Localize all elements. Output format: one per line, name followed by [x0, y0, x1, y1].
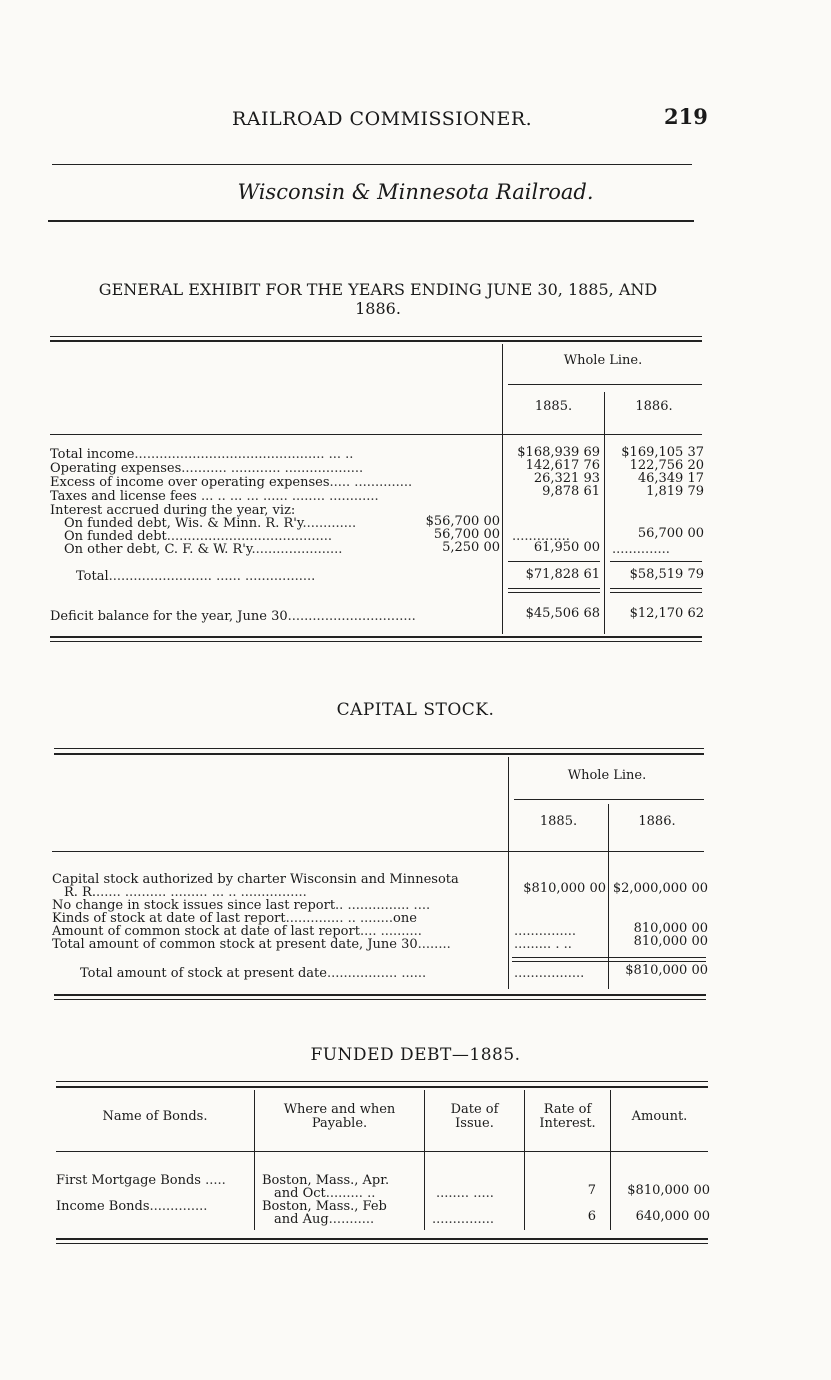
exhibit-title-line1: GENERAL EXHIBIT FOR THE YEARS ENDING JUNE 30, 1885, AND [98, 280, 658, 299]
exhibit-group-rule [508, 384, 702, 385]
capital-title: CAPITAL STOCK. [336, 700, 495, 720]
exhibit-col-1886: 1886. [635, 399, 673, 414]
funded-row-where: and Aug........... [274, 1212, 375, 1227]
exhibit-row-label: Total income.............................................. ... .. [50, 447, 354, 462]
exhibit-row-label: Operating expenses........... ............ ................... [50, 461, 364, 476]
exhibit-bottom-rule2 [50, 641, 702, 642]
capital-col-1886: 1886. [638, 814, 676, 829]
exhibit-row-1885: $168,939 69 [517, 445, 600, 460]
capital-dots: ................. [514, 966, 585, 981]
funded-row-where: Boston, Mass., Feb [262, 1199, 387, 1214]
exhibit-top-rule2 [50, 340, 702, 342]
exhibit-row-1886: $169,105 37 [621, 445, 704, 460]
funded-row-amount: $810,000 00 [627, 1183, 710, 1198]
funded-top-rule2 [56, 1086, 708, 1088]
exhibit-row-label: Interest accrued during the year, viz: [50, 503, 296, 518]
funded-col-date: Date of Issue. [450, 1102, 499, 1131]
exhibit-total-rule-b [508, 592, 600, 593]
capital-row-1885: $810,000 00 [523, 881, 606, 896]
exhibit-total-rule-d [610, 592, 702, 593]
capital-row-label: Capital stock authorized by charter Wisconsin and Minnesota [52, 872, 459, 887]
exhibit-total-1885: $71,828 61 [525, 567, 600, 582]
capital-row-1886: 810,000 00 [633, 921, 708, 936]
capital-group-rule [514, 799, 704, 800]
exhibit-title [48, 280, 708, 318]
capital-group-header: Whole Line. [567, 768, 647, 783]
header-rule [52, 164, 692, 165]
capital-row-label: No change in stock issues since last report.. ............... .... [52, 898, 431, 913]
capital-total-1886: $810,000 00 [625, 963, 708, 978]
exhibit-row-1885: 142,617 76 [525, 458, 600, 473]
page-number: 219 [664, 104, 708, 129]
funded-title: FUNDED DEBT—1885. [310, 1045, 521, 1065]
exhibit-deficit-1885: $45,506 68 [525, 606, 600, 621]
capital-total-rule-a [512, 957, 706, 958]
funded-row-rate: 7 [587, 1183, 596, 1198]
exhibit-bottom-rule [50, 636, 702, 638]
funded-bottom-rule2 [56, 1243, 708, 1244]
funded-row-amount: 640,000 00 [635, 1209, 710, 1224]
capital-total-label: Total amount of stock at present date................. ...... [80, 966, 427, 981]
exhibit-group-header: Whole Line. [563, 353, 643, 368]
exhibit-row-1885: 26,321 93 [533, 471, 600, 486]
exhibit-total-rule-c [610, 588, 702, 589]
exhibit-sum-rule-1886 [610, 561, 702, 562]
exhibit-row-label: Excess of income over operating expenses..... .............. [50, 475, 413, 490]
exhibit-row-label: On funded debt, Wis. & Minn. R. R'y............. [64, 516, 357, 531]
capital-row-label: R. R....... .......... ......... ... .. ................ [64, 885, 307, 900]
exhibit-header-rule [50, 434, 702, 435]
funded-col-where: Where and when Payable. [283, 1102, 396, 1131]
capital-dots: ............... [514, 924, 576, 939]
exhibit-col-1885: 1885. [534, 399, 573, 414]
exhibit-row-inner: 56,700 00 [433, 527, 500, 542]
exhibit-vline-1 [502, 344, 503, 634]
funded-row-name: First Mortgage Bonds ..... [56, 1173, 226, 1188]
exhibit-row-1886: 46,349 17 [637, 471, 704, 486]
company-title: Wisconsin & Minnesota Railroad. [237, 180, 594, 204]
running-head: RAILROAD COMMISSIONER. [232, 108, 533, 130]
funded-col-rate: Rate of Interest. [539, 1102, 596, 1131]
exhibit-row-1885: 61,950 00 [533, 540, 600, 555]
exhibit-row-1886: 56,700 00 [637, 526, 704, 541]
exhibit-total-1886: $58,519 79 [629, 567, 704, 582]
capital-vline-1 [508, 757, 509, 989]
capital-col-1885: 1885. [539, 814, 578, 829]
capital-total-rule-b [512, 961, 706, 962]
funded-bottom-rule [56, 1238, 708, 1240]
capital-top-rule [54, 748, 704, 749]
exhibit-deficit-label: Deficit balance for the year, June 30............................... [50, 609, 416, 624]
exhibit-title-line2: 1886. [355, 299, 401, 318]
exhibit-deficit-1886: $12,170 62 [629, 606, 704, 621]
exhibit-row-label: Taxes and license fees ... .. ... ... ...... ........ ............ [50, 489, 379, 504]
capital-header-rule [52, 851, 704, 852]
funded-row-where: and Oct......... .. [274, 1186, 376, 1201]
exhibit-row-1886: 122,756 20 [629, 458, 704, 473]
capital-top-rule2 [54, 753, 704, 755]
funded-row-name: Income Bonds.............. [56, 1199, 208, 1214]
exhibit-total-label: Total......................... ...... ................. [76, 569, 316, 584]
exhibit-total-rule-a [508, 588, 600, 589]
capital-row-1886: $2,000,000 00 [612, 881, 708, 896]
capital-row-label: Amount of common stock at date of last report.... .......... [52, 924, 422, 939]
exhibit-row-1886: 1,819 79 [646, 484, 704, 499]
capital-row-label: Kinds of stock at date of last report.............. .. ........one [52, 911, 417, 926]
funded-col-name: Name of Bonds. [102, 1109, 208, 1124]
exhibit-dots: .............. [612, 542, 670, 557]
exhibit-sum-rule-1885 [508, 561, 600, 562]
funded-col-amount: Amount. [631, 1109, 688, 1124]
exhibit-top-rule [50, 336, 702, 337]
company-rule [48, 220, 694, 222]
exhibit-row-inner: 5,250 00 [442, 540, 500, 555]
exhibit-vline-2 [604, 392, 605, 634]
funded-header-rule [56, 1151, 708, 1152]
exhibit-dots: .............. [512, 529, 570, 544]
exhibit-row-label: On other debt, C. F. & W. R'y...................... [64, 542, 343, 557]
funded-row-where: Boston, Mass., Apr. [262, 1173, 390, 1188]
funded-top-rule [56, 1081, 708, 1082]
capital-dots: ......... . .. [514, 937, 572, 952]
capital-row-1886: 810,000 00 [633, 934, 708, 949]
exhibit-row-label: On funded debt........................................ [64, 529, 333, 544]
capital-bottom-rule [54, 994, 706, 996]
capital-bottom-rule2 [54, 999, 706, 1000]
funded-row-rate: 6 [587, 1209, 596, 1224]
capital-row-label: Total amount of common stock at present date, June 30........ [52, 937, 451, 952]
funded-dots: ............... [432, 1212, 494, 1227]
exhibit-row-inner: $56,700 00 [425, 514, 500, 529]
funded-dots: ........ ..... [436, 1186, 494, 1201]
exhibit-row-1885: 9,878 61 [542, 484, 600, 499]
